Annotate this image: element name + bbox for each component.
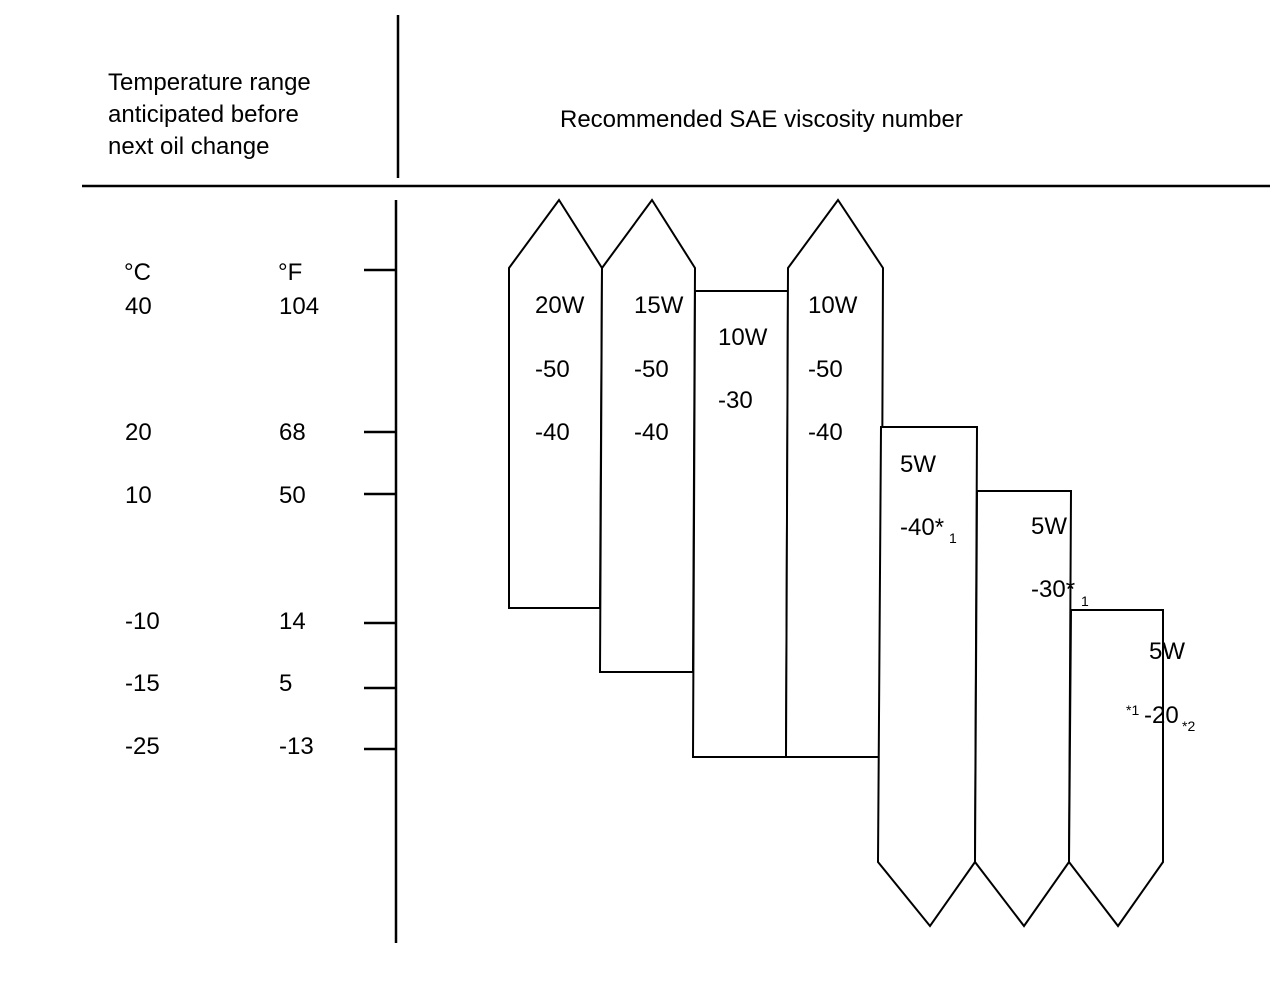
grade-label: 5W bbox=[900, 451, 936, 478]
band-shape bbox=[878, 427, 977, 926]
footnote-marker: 1 bbox=[1081, 593, 1089, 609]
footnote-marker: 1 bbox=[949, 530, 957, 546]
grade-variant: -50 bbox=[808, 356, 843, 383]
grade-band-15w-50 bbox=[600, 200, 695, 672]
title-line-2: anticipated before bbox=[108, 101, 299, 128]
grade-variant: -30 bbox=[718, 387, 753, 414]
grade-variant: -30* bbox=[1031, 576, 1076, 603]
fahrenheit-label: 5 bbox=[279, 670, 293, 697]
band-shape bbox=[693, 291, 788, 757]
grade-band-5w-20 bbox=[1069, 610, 1195, 926]
grade-variant: -50 bbox=[535, 356, 570, 383]
title-line-1: Temperature range bbox=[108, 69, 311, 96]
grade-band-10w-30 bbox=[693, 291, 788, 757]
celsius-label: -10 bbox=[125, 608, 160, 635]
fahrenheit-label: 68 bbox=[279, 419, 306, 446]
viscosity-number-title: Recommended SAE viscosity number bbox=[560, 106, 963, 133]
grade-variant: -20 bbox=[1144, 702, 1179, 729]
footnote-marker: *2 bbox=[1182, 718, 1196, 734]
celsius-unit: °C bbox=[124, 259, 151, 286]
celsius-label: -25 bbox=[125, 733, 160, 760]
band-shape bbox=[509, 200, 602, 608]
grade-label: 5W bbox=[1149, 638, 1185, 665]
grade-variant: -40 bbox=[808, 419, 843, 446]
grade-label: 10W bbox=[808, 292, 858, 319]
grade-label: 5W bbox=[1031, 513, 1067, 540]
temperature-range-title bbox=[108, 69, 311, 160]
grade-band-5w-40 bbox=[878, 427, 977, 926]
temperature-scale bbox=[124, 259, 396, 760]
fahrenheit-label: 104 bbox=[279, 293, 320, 320]
grade-label: 10W bbox=[718, 324, 768, 351]
footnote-marker: *1 bbox=[1126, 702, 1140, 718]
celsius-label: 20 bbox=[125, 419, 152, 446]
fahrenheit-unit: °F bbox=[278, 259, 303, 286]
grade-variant: -40 bbox=[535, 419, 570, 446]
celsius-label: 10 bbox=[125, 482, 152, 509]
fahrenheit-label: -13 bbox=[279, 733, 314, 760]
celsius-label: 40 bbox=[125, 293, 152, 320]
fahrenheit-label: 50 bbox=[279, 482, 306, 509]
grade-variant: -40* bbox=[900, 514, 945, 541]
band-shape bbox=[975, 491, 1071, 926]
celsius-label: -15 bbox=[125, 670, 160, 697]
grade-band-10w-50 bbox=[786, 200, 883, 757]
grade-band-20w-50 bbox=[509, 200, 602, 608]
band-shape bbox=[786, 200, 883, 757]
grade-label: 15W bbox=[634, 292, 684, 319]
grade-variant: -40 bbox=[634, 419, 669, 446]
title-line-3: next oil change bbox=[108, 133, 270, 160]
grade-label: 20W bbox=[535, 292, 585, 319]
viscosity-bands bbox=[509, 200, 1195, 926]
fahrenheit-label: 14 bbox=[279, 608, 306, 635]
grade-variant: -50 bbox=[634, 356, 669, 383]
